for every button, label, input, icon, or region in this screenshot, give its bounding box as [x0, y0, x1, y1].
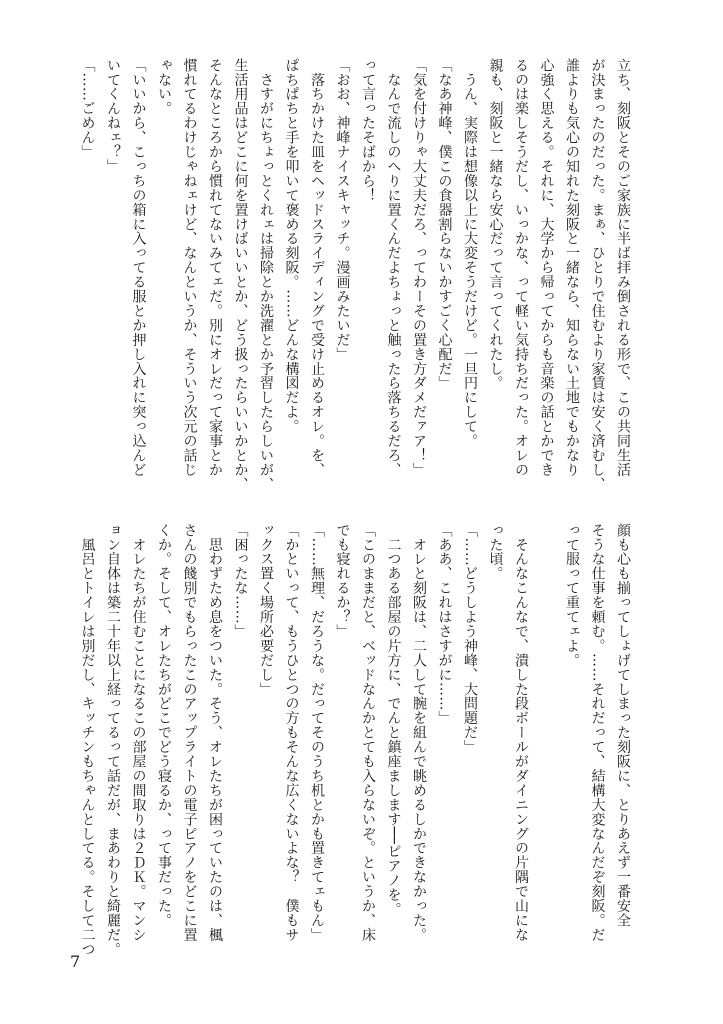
text-line: ックス置く場所必要だし」: [258, 523, 274, 697]
text-line: った頃。: [487, 523, 504, 581]
text-line: 慣れてるわけじゃねェけど、なんというか、そういう次元の話じ: [181, 58, 198, 478]
text-line: さんの餞別でもらったこのアップライトの電子ピアノをどこに置: [181, 523, 198, 943]
text-line: って言ったそばから！: [360, 58, 376, 203]
lower-text-block: [75, 523, 635, 957]
text-line: ョン自体は築二十年以上経ってるって話だが、まあわりと綺麗だ。: [105, 523, 121, 957]
text-line: 「かといって、もうひとつの方もそんな広くないよな？ 僕もサ: [283, 523, 300, 943]
page-number: 7: [70, 952, 81, 971]
text-line: 「ああ、これはさすがに……」: [436, 523, 453, 726]
text-line: 「困ったな……」: [232, 523, 249, 639]
text-line: 思わずため息をついた。そう、オレたちが困っていたのは、楓: [207, 523, 223, 943]
text-line: 「……無理、だろうな。だってそのうち机とかも置きてェもん」: [309, 523, 325, 943]
text-line: 親も、刻阪と一緒なら安心だって言ってくれたし。: [487, 58, 504, 391]
text-line: 風呂とトイレは別だし、キッチンもちゃんとしてる。そして二つ: [79, 523, 96, 957]
text-line: 「なあ神峰、僕この食器割らないかすごく心配だ」: [436, 58, 453, 391]
text-line: 「いいから、こっちの箱に入ってる服とか押し入れに突っ込んど: [130, 58, 147, 478]
text-line: そんなこんなで、潰した段ボールがダイニングの片隅で山にな: [513, 523, 529, 943]
text-line: いてくんねェ？」: [105, 58, 121, 174]
text-line: オレと刻阪は、二人して腕を組んで眺めるしかできなかった。: [411, 523, 427, 943]
text-line: 立ち、刻阪とそのご家族に半ば拝み倒される形で、この共同生活: [615, 58, 631, 478]
text-line: ゃない。: [156, 58, 172, 116]
text-line: が決まったのだった。まぁ、ひとりで住むより家賃は安く済むし、: [589, 58, 606, 492]
text-line: うん、実際は想像以上に大変そうだけど。一旦円にして。: [462, 58, 478, 449]
upper-text-block: [75, 58, 635, 492]
text-line: 落ちかけた皿をヘッドスライディングで受け止めるオレ。を、: [309, 58, 325, 478]
text-line: 「このままだと、ベッドなんかとても入らないぞ。というか、床: [360, 523, 376, 943]
text-line: そんなところから慣れてないみてェだ。別にオレだって家事とか: [207, 58, 223, 478]
text-line: 「……どうしよう神峰、大問題だ」: [462, 523, 478, 755]
text-line: ぱちぱちと手を叩いて褒める刻阪。……どんな構図だよ。: [283, 58, 300, 434]
text-line: 「気を付けりゃ大丈夫だろ、ってわーその置き方ダメだァア！」: [411, 58, 427, 478]
text-line: 生活用品はどこに何を置けばいいとか、どう扱ったらいいかとか、: [232, 58, 249, 492]
text-line: そうな仕事を頼む。……それだって、結構大変なんだぞ刻阪。だ: [589, 523, 606, 943]
text-line: 「……ごめん」: [79, 58, 96, 160]
text-line: 二つある部屋の片方に、でんと鎮座まします──ピアノを。: [385, 523, 402, 917]
text-line: るのは楽しそうだし、いっかな、って軽い気持ちだった。オレの: [513, 58, 529, 478]
text-line: 誰よりも気心の知れた刻阪と一緒なら、知らない土地でもかなり: [564, 58, 580, 478]
text-line: さすがにちょっとくれェは掃除とか洗濯とか予習したらしいが、: [258, 58, 274, 492]
text-line: オレたちが住むことになるこの部屋の間取りは２ＤＫ。マンシ: [130, 523, 147, 943]
text-line: でも寝れるか？」: [334, 523, 351, 639]
text-line: 顔も心も揃ってしょげてしまった刻阪に、とりあえず一番安全: [615, 523, 631, 928]
text-line: なんで流しのへりに置くんだよちょっと触ったら落ちるだろ、: [385, 58, 402, 478]
text-line: くか。そして、オレたちがどこでどう寝るか、って事だった。: [156, 523, 172, 928]
text-line: って服って重てェよ。: [564, 523, 580, 668]
text-line: [533, 523, 559, 957]
text-line: 「おお、神峰ナイスキャッチ。漫画みたいだ」: [334, 58, 351, 362]
text-line: 心強く思える。それに、大学から帰ってからも音楽の話とかでき: [538, 58, 555, 478]
